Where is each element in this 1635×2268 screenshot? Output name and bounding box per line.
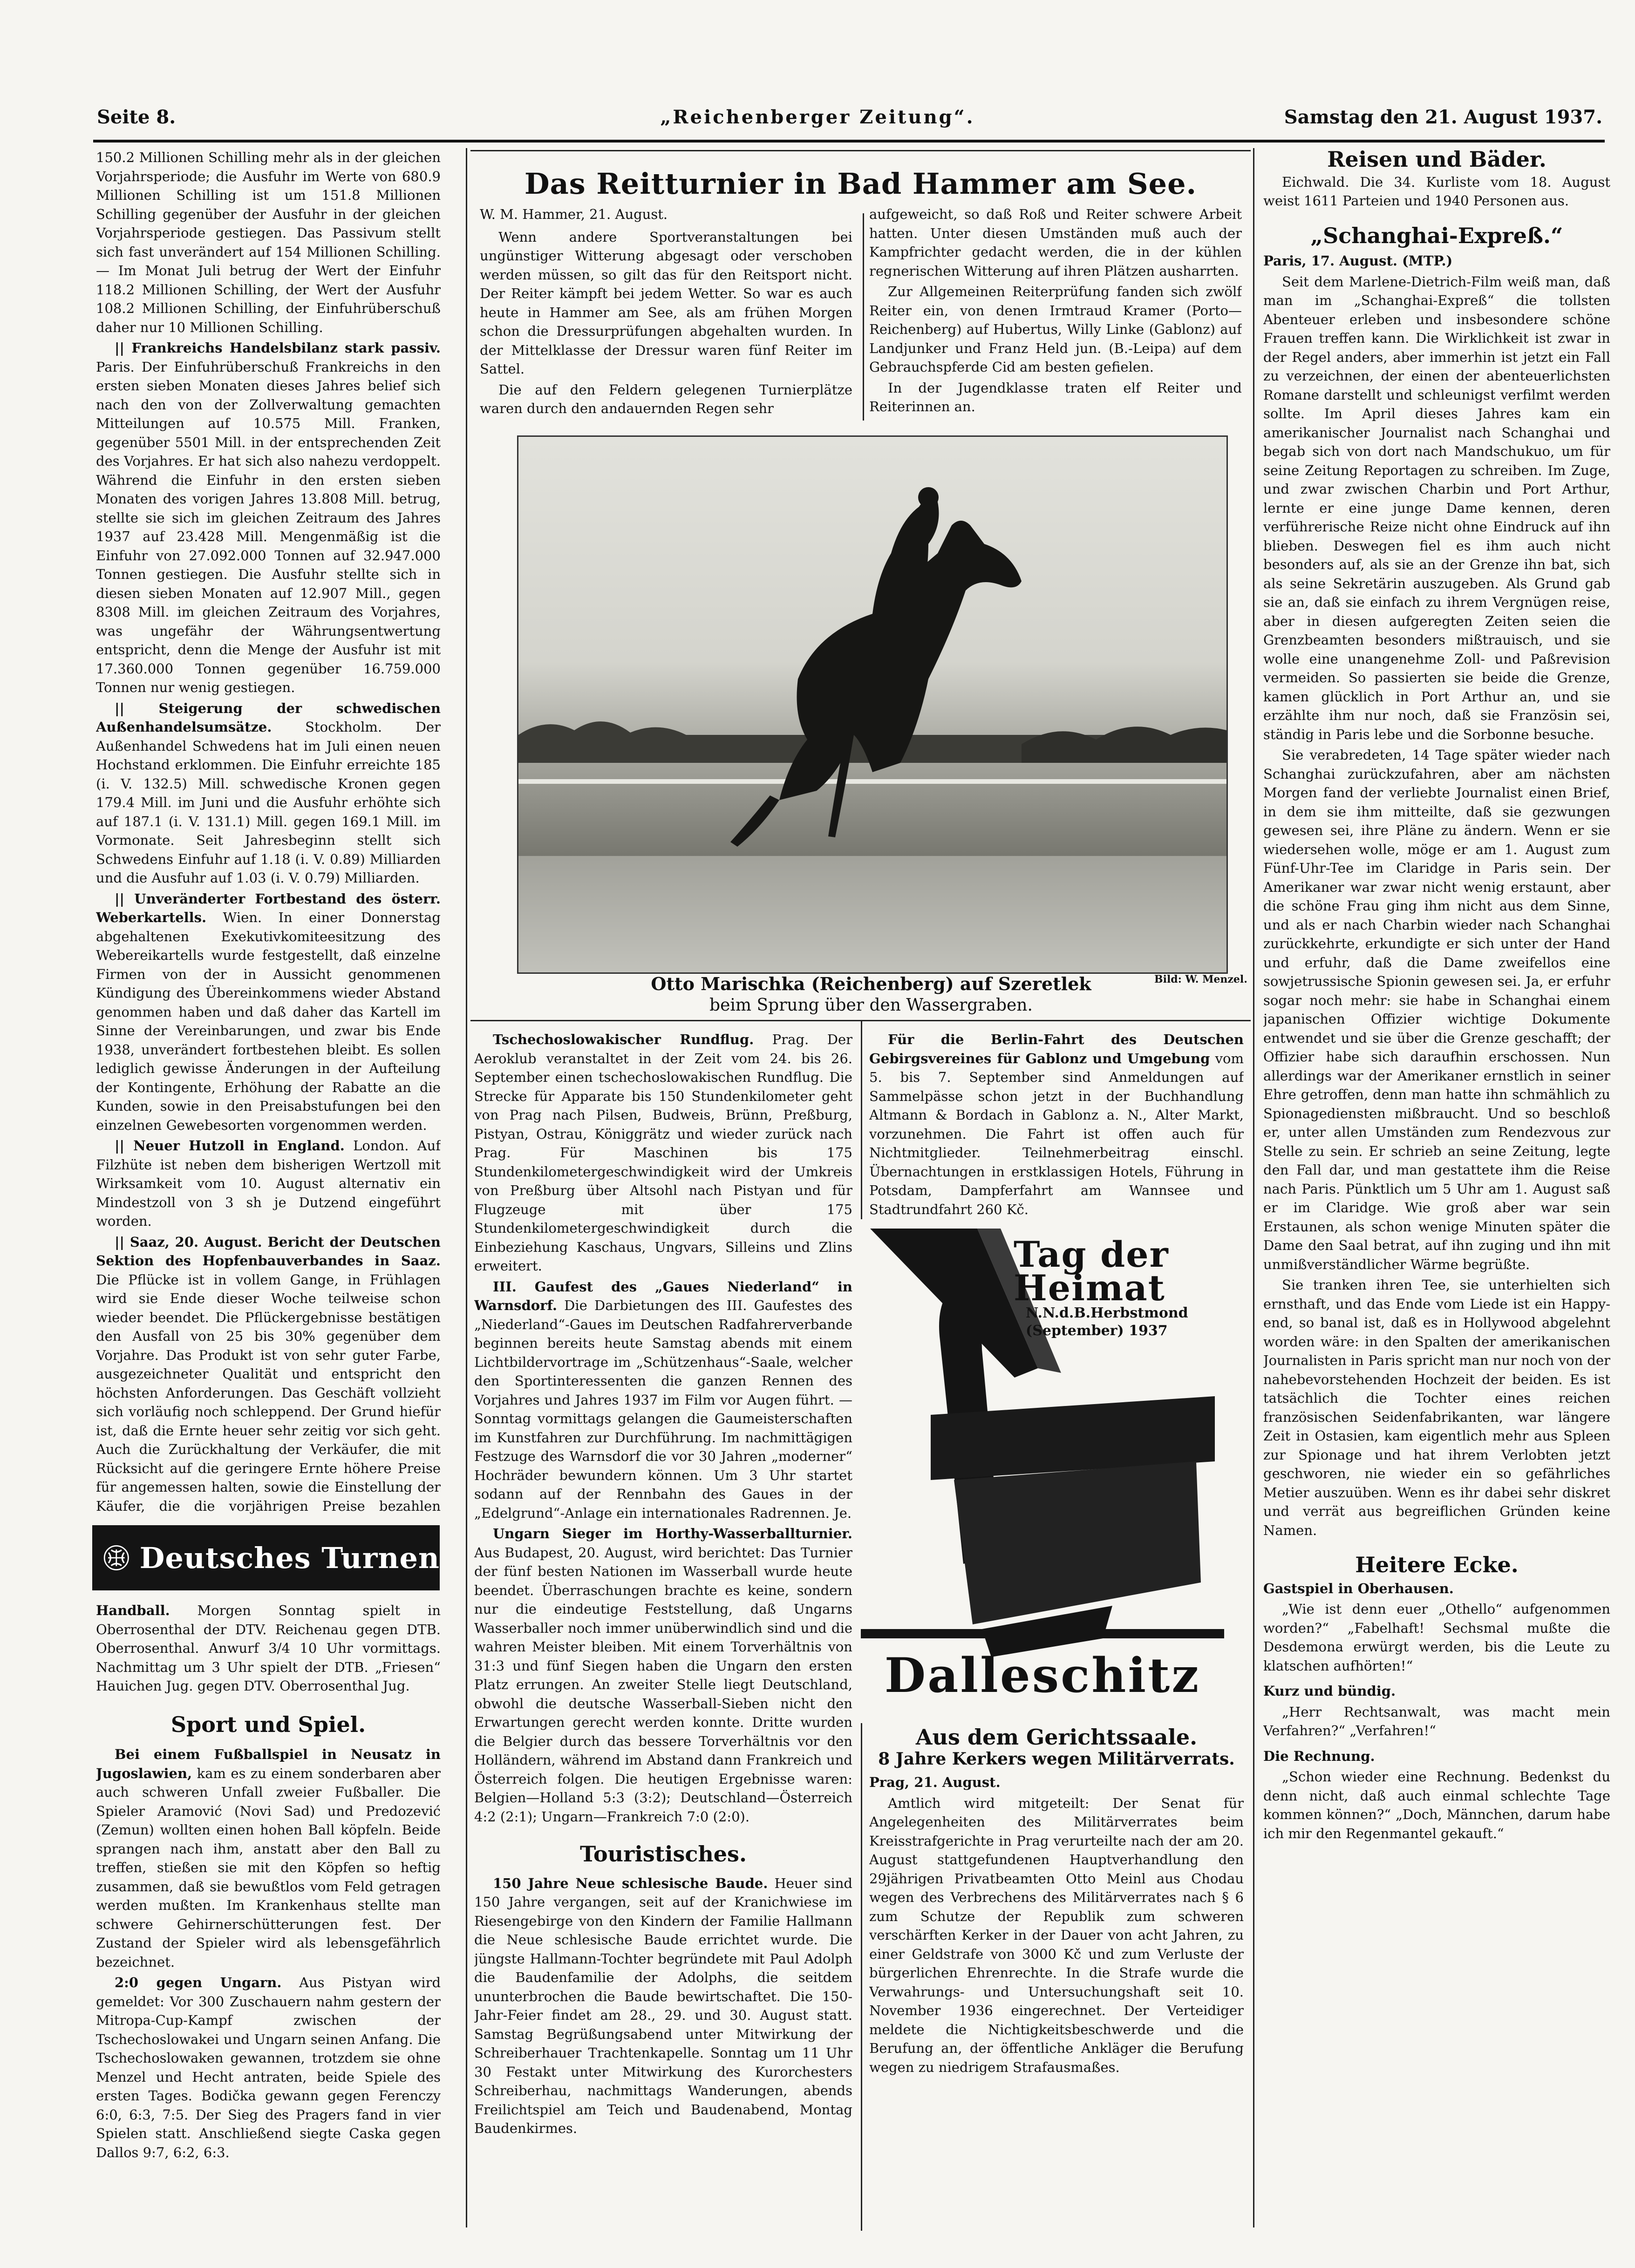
column-2 <box>474 1030 852 2250</box>
section-rule <box>470 1020 1251 1021</box>
column-1-lower <box>96 1601 441 2248</box>
article-text: kam es zu einem sonderbaren aber auch schweren Unfall zweier Fußballer. Die Spieler Aramović (Novi Sad) und Predozević (Zemun) wollten einen hohen Ball köpfeln. Beide sprangen nach ihm, anstatt aber den Ball zu treffen, stießen sie mit den Köpfen so heftig zusammen, daß sie bewußtlos vom Feld getragen werden mußten. Im Krankenhaus stellte man schwere Gehirnerschütterungen fest. Der Zustand der Spieler wird als lebensgefährlich bezeichnet. <box>96 1765 441 1970</box>
article-title: 8 Jahre Kerkers wegen Militärverrats. <box>878 1749 1235 1769</box>
dateline: Prag, 21. August. <box>869 1774 1001 1790</box>
ad-line: Tag der <box>1014 1234 1169 1275</box>
article-text: Prag. Der Aeroklub veranstaltet in der Zeit vom 24. bis 26. September einen tschechoslowakischen Rundflug. Die Strecke für Apparate bis 150 Stundenkilometer geht von Prag nach Pilsen, Budweis, Brünn, Preßburg, Pistyan, Ostrau, Königgrätz und wieder zurück nach Prag. Für Maschinen bis 175 Stundenkilometergeschwindigkeit wird der Umkreis von Preßburg über Altsohl nach Pistyan und für Flugzeuge mit über 175 Stundenkilometergeschwindigkeit durch die Einbeziehung Kaschaus, Ungvars, Silleins und Zlins erweitert. <box>474 1032 852 1274</box>
article-heading: Tschechoslowakischer Rundflug. <box>493 1032 754 1047</box>
article-text: Aus Pistyan wird gemeldet: Vor 300 Zuschauern nahm gestern der Mitropa-Cup-Kampf zwischen der Tschechoslowakei und Ungarn seinen Anfang. Die Tschechoslowaken gewannen, trotzdem sie ohne Menzel und Hecht antraten, beide Spiele des ersten Tages. Bodička gewann gegen Ferenczy 6:0, 6:3, 7:5. Der Sieg des Pragers fand in vier Spielen statt. Anschließend siegte Caska gegen Dallos 9:7, 6:2, 6:3. <box>96 1975 441 2160</box>
photo-credit: Bild: W. Menzel. <box>1154 973 1247 985</box>
article-paragraph: aufgeweicht, so daß Roß und Reiter schwere Arbeit hatten. Unter diesen Umständen muß auch der Kampfrichter gedacht werden, die in der kühlen regnerischen Witterung auf ihren Plätzen ausharrten. <box>869 206 1242 279</box>
advertisement-tag-der-heimat <box>861 1219 1224 1723</box>
column-4 <box>1263 148 1610 2248</box>
joke-title: Kurz und bündig. <box>1263 1683 1396 1699</box>
article-paragraph: Sie tranken ihren Tee, sie unterhielten sich ernsthaft, und das Ende vom Liede ist ein Happy-end, so banal ist, daß es in Hollywood abgelehnt worden wäre: in den Spalten der amerikanischen Journalisten in Paris spricht man nur noch von der nahebevorstehenden Hochzeit der beiden. Es ist tatsächlich die Tochter eines reichen französischen Seidenfabrikanten, war längere Zeit in Ostasien, kam eigentlich mehr aus Spleen zur Spionage und hat ihrem Verlobten jetzt geschworen, nie wieder ein so gefährliches Metier auszuüben. Wenn es ihr dabei sehr diskret und verrät aus begreiflichen Gründen keine Namen. <box>1263 1277 1610 1538</box>
joke-text: „Wie ist denn euer „Othello“ aufgenommen worden?“ „Fabelhaft! Sechsmal mußte die Desdemona erwürgt werden, bis die Leute zu klatschen aufhörten!“ <box>1263 1601 1610 1674</box>
article-heading: Ungarn Sieger im Horthy-Wasserballturnier. <box>493 1526 852 1541</box>
article-text: Die Darbietungen des III. Gaufestes des „Niederland“-Gaues im Deutschen Radfahrerverbande beginnen bereits heute Samstag abends mit einem Lichtbildervortrage im „Schützenhaus“-Saale, welcher den Sportinteressenten die ganzen Rennen des Vorjahres und Jahres 1937 im Film vor Augen führt. — Sonntag vormittags gelangen die Gaumeisterschaften im Kunstfahren zur Durchführung. Im nachmittägigen Festzuge des Warnsdorf die vor 30 Jahren „moderner“ Hochräder bewundern können. Um 3 Uhr startet sodann auf der Rennbahn des Gaues in der „Edelgrund“-Anlage ein internationales Radrennen. <box>474 1297 852 1521</box>
article-heading: || Saaz, 20. August. Bericht der Deutschen Sektion des Hopfenbauverbandes in Saaz. <box>96 1234 441 1269</box>
ad-subline: N.N.d.B.Herbstmond <box>1026 1305 1188 1321</box>
section-title: Sport und Spiel. <box>170 1711 366 1737</box>
article-paragraph: Zur Allgemeinen Reiterprüfung fanden sich zwölf Reiter ein, von denen Irmtraud Kramer (Porto—Reichenberg) auf Hubertus, Willy Linke (Gablonz) auf Landjunker und Franz Held jun. (B.-Leipa) auf dem Gebrauchspferde Cid am besten gefielen. <box>869 284 1242 375</box>
article-text: Heuer sind 150 Jahre vergangen, seit auf der Kranichwiese im Riesengebirge von den Kindern der Familie Hallmann die Neue schlesische Baude errichtet wurde. Die jüngste Hallmann-Tochter begründete mit Paul Adolph die Baudenfamilie der Adolphs, die seitdem ununterbrochen die Baude bewirtschaftet. Die 150-Jahr-Feier findet am 28., 29. und 30. August statt. Samstag Begrüßungsabend unter Mitwirkung der Schreiberhauer Trachtenkapelle. Sonntag um 11 Uhr 30 Festakt unter Mitwirkung des Kurorchesters Schreiberhau, nachmittags Wanderungen, abends Freilichtspiel am Teich und Baudenabend, Montag Baudenkirmes. <box>474 1875 852 2136</box>
article-heading: Bei einem Fußballspiel in Neusatz in Jugoslawien, <box>96 1746 441 1781</box>
article-paragraph: 150.2 Millionen Schilling mehr als in der gleichen Vorjahrsperiode; die Ausfuhr im Werte von 680.9 Millionen Schilling ist um 151.8 Millionen Schilling gegenüber der Ausfuhr in der gleichen Vorjahrsperiode gestiegen. Das Passivum stellt sich fast unverändert auf 154 Millionen Schilling. — Im Monat Juli betrug der Wert der Einfuhr 118.2 Millionen Schilling, der Wert der Ausfuhr 108.2 Millionen Schilling, der Einfuhrüberschuß daher nur 10 Millionen Schilling. <box>96 149 441 335</box>
section-title: Reisen und Bäder. <box>1327 148 1546 172</box>
issue-date: Samstag den 21. August 1937. <box>1284 106 1602 128</box>
turnerkreuz-logo <box>103 1535 129 1581</box>
article-paragraph: Die auf den Feldern gelegenen Turnierplätze waren durch den andauernden Regen sehr <box>480 381 852 416</box>
section-title: Aus dem Gerichtssaale. <box>915 1728 1198 1750</box>
article-text: London. Auf Filzhüte ist neben dem bisherigen Wertzoll mit Wirksamkeit vom 10. August alternativ ein Mindestzoll von 3 sh je Dutzend eingeführt worden. <box>96 1138 441 1229</box>
article-heading: || Unveränderter Fortbestand des österr. Weberkartells. <box>96 890 441 925</box>
column-1 <box>96 148 441 1517</box>
column-3 <box>869 1030 1244 1216</box>
turnen-banner <box>92 1525 440 1590</box>
article-text: vom 5. bis 7. September sind Anmeldungen auf Sammelpässe schon jetzt in der Buchhandlung Altmann & Bordach in Gablonz a. N., Alter Markt, vorzunehmen. Die Fahrt ist offen auch für Nichtmitglieder. Teilnehmerbeitrag einschl. Übernachtungen in erstklassigen Hotels, Führung in Potsdam, Dampferfahrt am Wannsee und Stadtrundfahrt 260 Kč. <box>869 1050 1244 1216</box>
article-text: Aus Budapest, 20. August, wird berichtet: Das Turnier der fünf besten Nationen im Wasserball wurde heute beendet. Überraschungen brachte es keine, sondern nur die eindeutige Feststellung, daß Ungarns Wasserballer noch immer unüberwindlich sind und die wahren Meister bleiben. Mit einem Torverhältnis von 31:3 und fünf Siegen haben die Ungarn den ersten Platz errungen. An zweiter Stelle liegt Deutschland, obwohl die deutsche Wasserball-Sieben nicht den Erwartungen gerecht werden konnte. Dritte wurden die Belgier durch das bessere Torverhältnis vor den Holländern, während im Abstand dann Frankreich und Österreich folgen. Die heutigen Ergebnisse waren: Belgien—Holland 5:3 (3:2); Deutschland—Österreich 4:2 (2:1); Ungarn—Frankreich 7:0 (2:0). <box>474 1544 852 1825</box>
article-heading: Handball. <box>96 1603 170 1618</box>
turnen-title: Deutsches Turnen <box>139 1541 440 1575</box>
section-title: Heitere Ecke. <box>1355 1552 1519 1577</box>
reitturnier-left <box>480 205 852 424</box>
article-paragraph: Wenn andere Sportveranstaltungen bei ungünstiger Witterung abgesagt oder verschoben werden müssen, so gilt das für den Reitsport nicht. Der Reiter kämpft bei jedem Wetter. So war es auch heute in Hammer am See, als am frühen Morgen schon die Dressurprüfungen abgehalten wurden. In der Mittelklasse der Dressur waren fünf Reiter im Sattel. <box>480 229 852 377</box>
joke-title: Die Rechnung. <box>1263 1748 1375 1764</box>
article-heading: || Frankreichs Handelsbilanz stark passiv. <box>115 340 441 356</box>
article-paragraph: Eichwald. Die 34. Kurliste vom 18. August weist 1611 Parteien und 1940 Personen aus. <box>1263 174 1610 209</box>
dateline: Paris, 17. August. (MTP.) <box>1263 253 1453 269</box>
reitturnier-right <box>869 205 1242 424</box>
photo-caption-sub: beim Sprung über den Wassergraben. <box>709 996 1033 1015</box>
section-title: Touristisches. <box>580 1841 747 1867</box>
article-paragraph: Seit dem Marlene-Dietrich-Film weiß man, daß man im „Schanghai-Expreß“ die tollsten Abenteuer erleben und insbesondere schöne Frauen treffen kann. Die Wirklichkeit ist zwar in der Regel anders, aber immerhin ist jetzt ein Fall zu verzeichnen, der einen der abenteuerlichsten Romane darstellt und schleunigst verfilmt werden sollte. Im April dieses Jahres kam ein amerikanischer Journalist nach Schanghai und begab sich von dort nach Mandschukuo, um für seine Zeitung Reportagen zu schreiben. Im Zuge, und zwar zwischen Charbin und Port Arthur, lernte er eine junge Dame kennen, deren verführerische Reize nicht ohne Eindruck auf ihn blieben. Deswegen fiel es ihm auch nicht besonders auf, als sie an der Grenze ihn bat, sich als seine Sekretärin auszugeben. Als Grund gab sie an, daß sie einfach zu ihrem Vergnügen reise, aber in diesen aufgeregten Zeiten seien die Grenzbeamten besonders mißtrauisch, und sie wolle eine unangenehme Zoll- und Paßrevision vermeiden. So passierten sie beide die Grenze, kamen glücklich in Port Arthur an, und sie erzählte ihm nur noch, daß sie Französin sei, ständig in Paris lebe und die Sorbonne besuche. <box>1263 273 1610 742</box>
ad-subline: (September) 1937 <box>1026 1323 1168 1339</box>
article-heading: 150 Jahre Neue schlesische Baude. <box>493 1875 768 1891</box>
article-paragraph: Amtlich wird mitgeteilt: Der Senat für Angelegenheiten des Militärverrates beim Kreisstrafgerichte in Prag verurteilte nach der am 20. August stattgefundenen Hauptverhandlung den 29jährigen Privatbeamten Otto Meinl aus Chodau wegen des Verbrechens des Militärverrates nach § 6 zum Schutze der Republik zum schweren verschärften Kerker in der Dauer von acht Jahren, zu einer Geldstrafe von 3000 Kč und zum Verluste der bürgerlichen Ehrenrechte. In die Strafe wurde die Verwahrungs- und Untersuchungshaft seit 10. November 1936 eingerechnet. Der Verteidiger meldete die Nichtigkeitsbeschwerde und die Berufung an, der öffentliche Ankläger die Berufung wegen zu niedrigem Strafausmaßes. <box>869 1795 1244 2075</box>
ad-line: Heimat <box>1014 1267 1165 1309</box>
joke-text: „Schon wieder eine Rechnung. Bedenkst du denn nicht, daß auch einmal schlechte Tage kommen können?“ „Doch, Männchen, darum habe ich mir den Regenmantel gekauft.“ <box>1263 1769 1610 1841</box>
article-text: Paris. Der Einfuhrüberschuß Frankreichs in den ersten sieben Monaten dieses Jahres belief sich nach den von der Zollverwaltung gemachten Mitteilungen auf 10.575 Mill. Franken, gegenüber 5501 Mill. in der entsprechenden Zeit des Vorjahres. Er hat sich also nahezu verdoppelt. Während die Einfuhr in den ersten sieben Monaten des vorigen Jahres 13.808 Mill. betrug, stellte sie sich im gleichen Zeitraum des Jahres 1937 auf 23.428 Mill. Mengenmäßig ist die Einfuhr von 27.092.000 Tonnen auf 32.947.000 Tonnen gestiegen. Die Ausfuhr stellte sich in diesen sieben Monaten auf 12.907 Mill., gegen 8308 Mill. im gleichen Zeitraum des Vorjahres, was ungefähr der Währungsentwertung entspricht, denn die Menge der Ausfuhr ist mit 17.360.000 Tonnen gegenüber 16.759.000 Tonnen nur wenig gestiegen. <box>96 359 441 695</box>
joke-text: „Herr Rechtsanwalt, was macht mein Verfahren?“ „Verfahren!“ <box>1263 1704 1610 1738</box>
headline-reitturnier: Das Reitturnier in Bad Hammer am See. <box>524 167 1197 201</box>
ad-place-name: Dalleschitz <box>884 1648 1201 1704</box>
ad-headline <box>1014 1234 1169 1309</box>
article-heading: III. Gaufest des „Gaues Niederland“ in Warnsdorf. <box>474 1278 852 1313</box>
column-3-lower <box>869 1728 1244 2245</box>
joke-title: Gastspiel in Oberhausen. <box>1263 1580 1454 1596</box>
dateline: W. M. Hammer, 21. August. <box>480 206 668 222</box>
article-text: Morgen Sonntag spielt in Oberrosenthal der DTV. Reichenau gegen DTB. Oberrosenthal. Anwurf 3/4 10 Uhr vormittags. Nachmittag um 3 Uhr spielt der DTB. „Friesen“ Hauichen Jug. gegen DTV. Oberrosenthal Jug. <box>96 1603 441 1694</box>
article-heading: || Neuer Hutzoll in England. <box>115 1138 345 1154</box>
article-heading: Für die Berlin-Fahrt des Deutschen Gebirgsvereines für Gablonz und Umgebung <box>869 1032 1244 1066</box>
horse-jump-photo <box>517 435 1228 974</box>
article-text: Die Pflücke ist in vollem Gange, in Frühlagen wird sie Ende dieser Woche teilweise schon wieder beendet. Die Pflückergebnisse bestätigen den Ausfall von 25 bis 30% gegenüber dem Vorjahre. Das Produkt ist von sehr guter Farbe, ausgezeichneter Qualität und entspricht den höchsten Anforderungen. Das Geschäft vollzieht sich vorläufig noch schleppend. Der Grund hiefür ist, daß die Ernte heuer sehr zeitig vor sich geht. Auch die Zurückhaltung der Verkäufer, die mit Rücksicht auf die geringere Ernte höhere Preise für angemessen halten, sowie die Einstellung der Käufer, die die vorjährigen Preise bezahlen <box>96 1271 441 1514</box>
article-heading: || Steigerung der schwedischen Außenhandelsumsätze. <box>96 700 441 735</box>
column-rule <box>863 213 864 421</box>
article-text: Wien. In einer Donnerstag abgehaltenen Exekutivkomiteesitzung des Webereikartells wurde festgestellt, daß einzelne Firmen von der in Aussicht genommenen Kündigung des Übereinkommens wieder Abstand genommen haben und daß daher das Kartell im Sinne der Vereinbarungen, und zwar bis Ende 1938, unverändert fortbestehen bleibt. Es sollen lediglich gewisse Änderungen in der Aufteilung der Kontingente, Erhöhung der Rabatte an die Kunden, sowie in den Preisabstufungen bei den einzelnen Gewebesorten vorgenommen werden. <box>96 910 441 1133</box>
column-rule <box>466 148 467 2227</box>
column-rule <box>1253 148 1254 2227</box>
article-text: Stockholm. Der Außenhandel Schwedens hat im Juli einen neuen Hochstand erklommen. Die Einfuhr erreichte 185 (i. V. 132.5) Mill. schwedische Kronen gegen 179.4 Mill. im Juni und die Ausfuhr erhöhte sich auf 187.1 (i. V. 131.1) Mill. gegen 169.1 Mill. im Vormonate. Seit Jahresbeginn stellt sich Schwedens Einfuhr auf 1.18 (i. V. 0.89) Milliarden und die Ausfuhr auf 1.03 (i. V. 0.79) Milliarden. <box>96 719 441 886</box>
page-number: Seite 8. <box>97 106 176 128</box>
author-sign: Je. <box>834 1505 852 1521</box>
photo-caption: Otto Marischka (Reichenberg) auf Szeretlek <box>651 973 1091 994</box>
section-rule <box>470 150 1251 151</box>
article-paragraph: Sie verabredeten, 14 Tage später wieder nach Schanghai zurückzufahren, aber am nächsten Morgen fand der verliebte Journalist einen Brief, in dem sie ihm mitteilte, daß sie gezwungen gewesen sei, ihre Pläne zu ändern. Wenn er sie wiedersehen wolle, möge er am 1. August zum Fünf-Uhr-Tee im Claridge in Paris sein. Der Amerikaner war zwar nicht wenig erstaunt, aber die schöne Frau ging ihm nicht aus dem Sinne, und als er nach Charbin wieder nach Schanghai zurückkehrte, erkundigte er sich unter der Hand und erfuhr, daß die Dame zweifellos eine sowjetrussische Spionin gewesen sei. Ja, er erfuhr sogar noch mehr: sie habe in Schanghai einem japanischen Offizier wichtige Dokumente entwendet und sie über die Grenze geschafft; der Offizier habe sich daraufhin erschossen. Nun allerdings war der Amerikaner ernstlich in seiner Ehre getroffen, denn man hatte ihn schmählich zu Spionagediensten mißbraucht. Und so beschloß er, unter allen Umständen zum Rendezvous zur Stelle zu sein. Er schrieb an seine Zeitung, legte den Fall dar, und man gestattete ihm die Reise nach Paris. Pünktlich um 5 Uhr am 1. August saß er im Claridge. Wie groß aber war sein Erstaunen, als schon wenige Minuten später die Dame den Saal betrat, auf ihn zuging und ihn mit unmißverständlicher Wärme begrüßte. <box>1263 747 1610 1272</box>
article-paragraph: In der Jugendklasse traten elf Reiter und Reiterinnen an. <box>869 380 1242 414</box>
newspaper-title: „Reichenberger Zeitung“. <box>660 106 975 128</box>
header-rule <box>93 140 1605 143</box>
article-heading: 2:0 gegen Ungarn. <box>115 1975 282 1990</box>
article-title: „Schanghai-Expreß.“ <box>1310 223 1563 248</box>
